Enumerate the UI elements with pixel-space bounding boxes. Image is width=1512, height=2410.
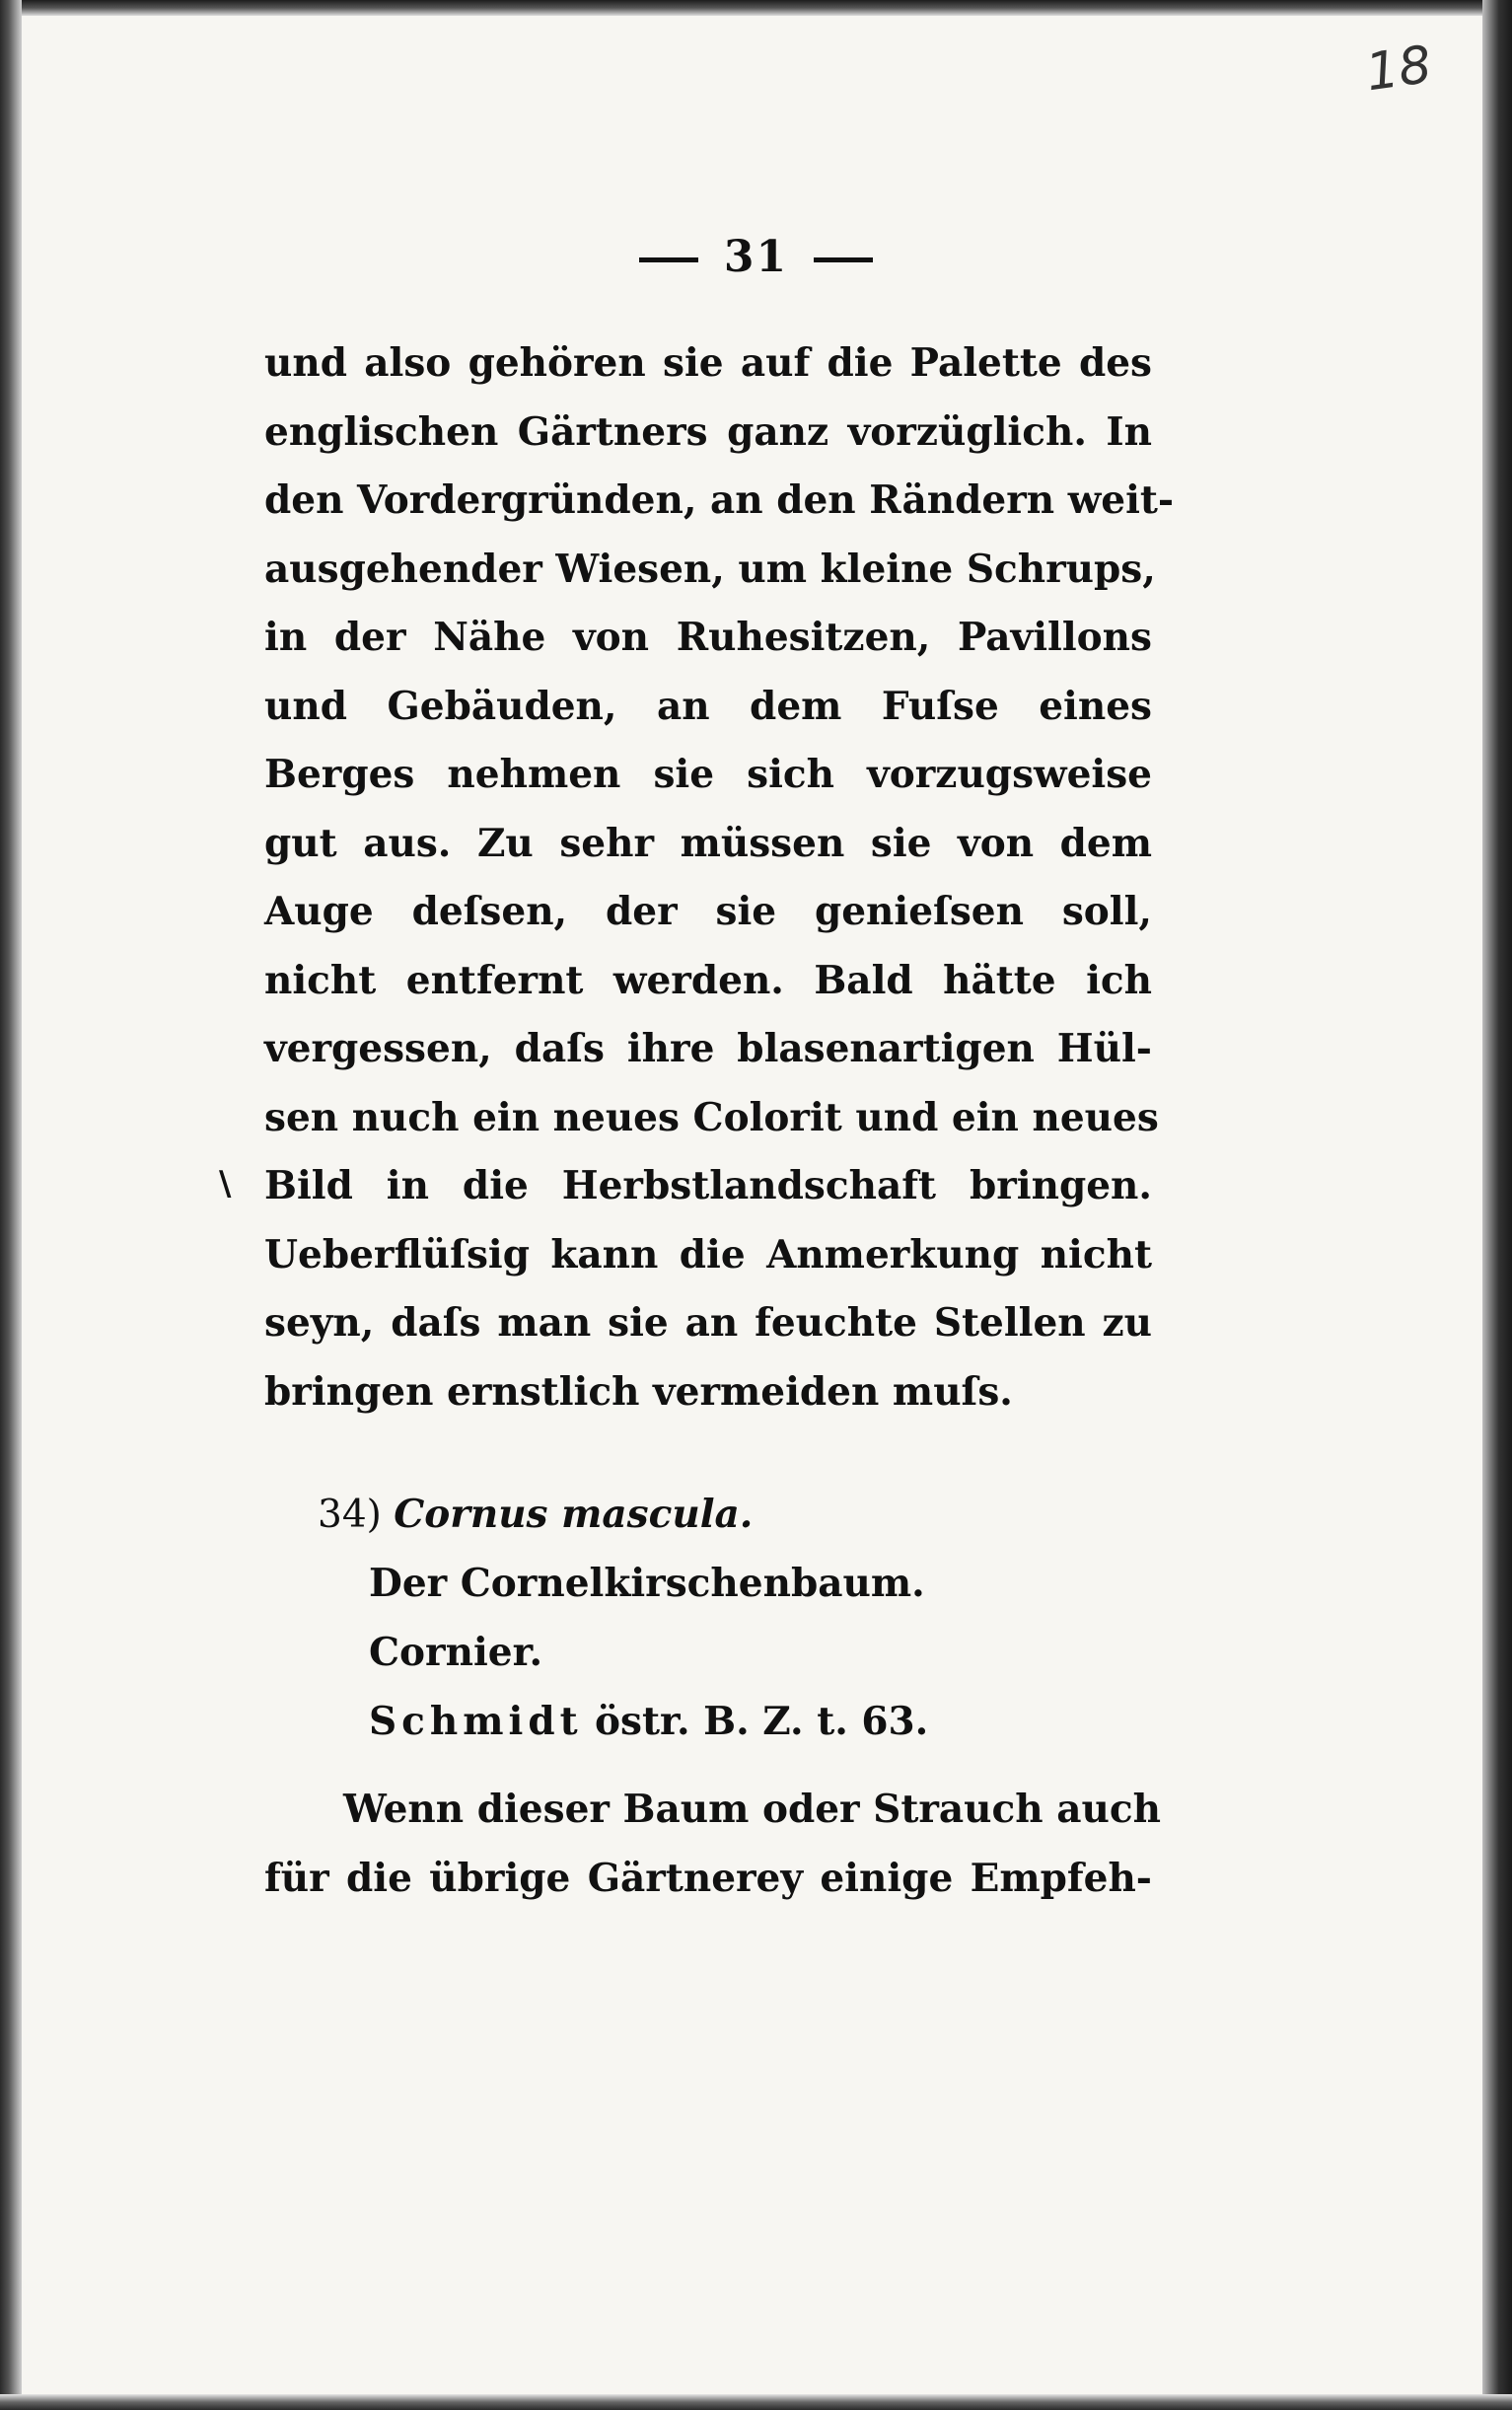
folio-number: 18 bbox=[1362, 35, 1436, 104]
text-line: englischen Gärtners ganz vorzüglich. In bbox=[264, 408, 1152, 455]
page-edge-left bbox=[0, 0, 22, 2410]
french-name: Cornier. bbox=[369, 1630, 543, 1675]
text-line: sen nuch ein neues Colorit und ein neues bbox=[264, 1094, 1159, 1140]
text-line: für die übrige Gärtnerey einige Empfeh- bbox=[264, 1855, 1152, 1901]
text-line: in der Nähe von Ruhesitzen, Pavillons bbox=[264, 615, 1152, 660]
reference-citation: östr. B. Z. t. 63. bbox=[595, 1699, 929, 1744]
text-line: Berges nehmen sie sich vorzugsweise bbox=[264, 752, 1152, 797]
main-paragraph bbox=[264, 329, 1175, 1426]
margin-mark: \ bbox=[219, 1164, 232, 1204]
entry-title-row bbox=[318, 1480, 928, 1549]
text-line: und also gehören sie auf die Palette des bbox=[264, 340, 1152, 386]
text-line: Auge deſsen, der sie genieſsen soll, bbox=[264, 889, 1152, 934]
closing-paragraph bbox=[264, 1776, 1161, 1913]
page-edge-right bbox=[1482, 0, 1512, 2410]
page-edge-top bbox=[0, 0, 1512, 16]
text-line: Bild in die Herbstlandschaft bringen. bbox=[264, 1163, 1152, 1208]
header-dash-right bbox=[814, 257, 873, 262]
text-line: vergessen, daſs ihre blasenartigen Hül- bbox=[264, 1026, 1152, 1071]
text-line: Wenn dieser Baum oder Strauch auch bbox=[343, 1787, 1161, 1832]
text-line: nicht entfernt werden. Bald hätte ich bbox=[264, 957, 1152, 1003]
latin-name: Cornus mascula. bbox=[394, 1492, 754, 1537]
page-edge-bottom bbox=[0, 2394, 1512, 2410]
text-line: und Gebäuden, an dem Fuſse eines bbox=[264, 683, 1152, 729]
german-name: Der Cornelkirschenbaum. bbox=[369, 1561, 925, 1606]
entry-number: 34) bbox=[318, 1493, 382, 1537]
text-line: seyn, daſs man sie an feuchte Stellen zu bbox=[264, 1300, 1152, 1346]
text-line: ausgehender Wiesen, um kleine Schrups, bbox=[264, 546, 1156, 592]
reference-author: Schmidt bbox=[369, 1699, 583, 1744]
text-line: den Vordergründen, an den Rändern weit- bbox=[264, 477, 1175, 523]
header-dash-left bbox=[639, 257, 698, 262]
text-line: Ueberflüſsig kann die Anmerkung nicht bbox=[264, 1231, 1152, 1278]
page-number-header bbox=[0, 232, 1512, 282]
page-number: 31 bbox=[723, 232, 789, 282]
plant-entry bbox=[318, 1480, 928, 1756]
text-line: gut aus. Zu sehr müssen sie von dem bbox=[264, 820, 1152, 866]
text-line: bringen ernstlich vermeiden muſs. bbox=[264, 1368, 1013, 1415]
reference-row bbox=[318, 1687, 928, 1756]
